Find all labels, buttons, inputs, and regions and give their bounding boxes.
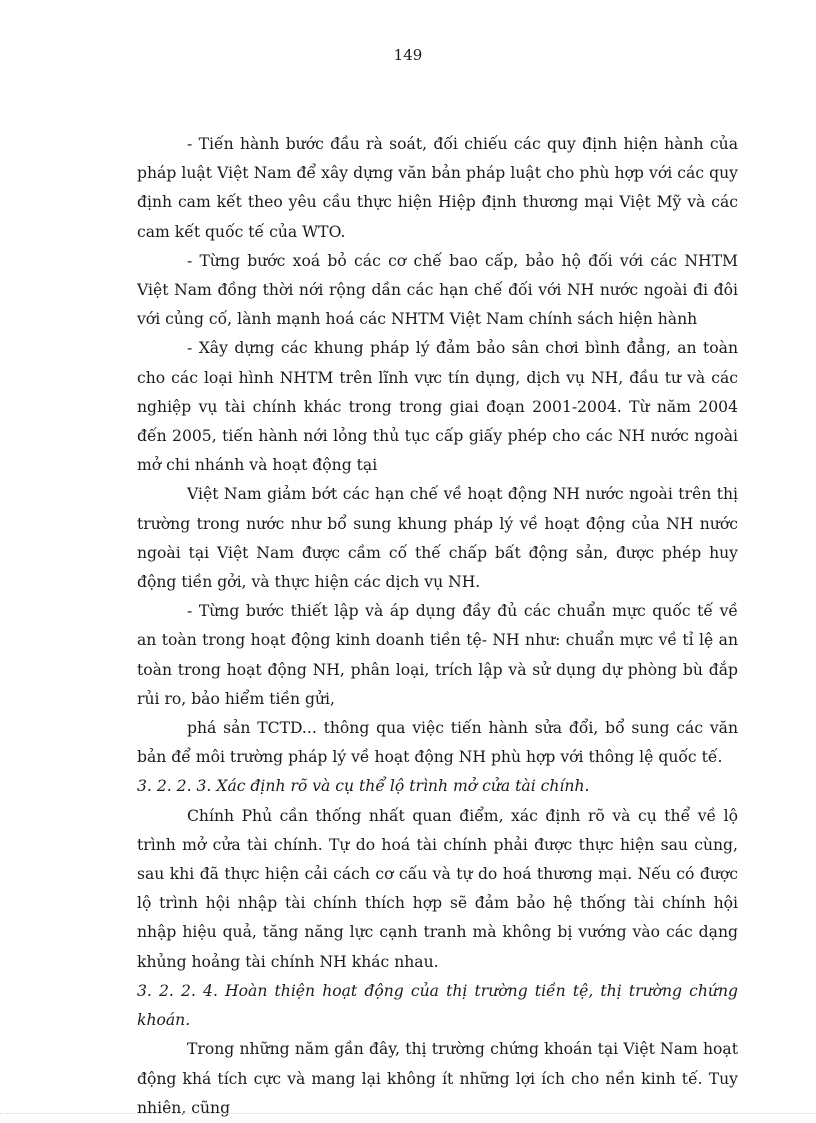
paragraph-legal-framework: - Xây dựng các khung pháp lý đảm bảo sân chơi bình đẳng, an toàn cho các loại hình NHTM trên lĩnh vực tín dụng, dịch vụ NH, đầu tư và các nghiệp vụ tài chính khác trong trong giai đoạn 2001-2004. Từ năm 2004 đến 2005, tiến hành nới lỏng thủ tục cấp giấy phép cho các NH nước ngoài mở chi nhánh và hoạt động tại bbox=[137, 339, 738, 475]
page-body bbox=[137, 130, 738, 1123]
paragraph-reduce-restrictions: Việt Nam giảm bớt các hạn chế về hoạt động NH nước ngoài trên thị trường trong nước như bổ sung khung pháp lý về hoạt động của NH nước ngoài tại Việt Nam được cầm cố thế chấp bất động sản, được phép huy động tiền gởi, và thực hiện các dịch vụ NH. bbox=[137, 485, 738, 592]
page-number: 149 bbox=[393, 46, 423, 64]
page-bottom-divider bbox=[0, 1113, 816, 1114]
paragraph-review-laws: - Tiến hành bước đầu rà soát, đối chiếu các quy định hiện hành của pháp luật Việt Nam để xây dựng văn bản pháp luật cho phù hợp với các quy định cam kết theo yêu cầu thực hiện Hiệp định thương mại Việt Mỹ và các cam kết quốc tế của WTO. bbox=[137, 135, 738, 241]
section-heading-3-2-2-3: 3. 2. 2. 3. Xác định rõ và cụ thể lộ trình mở cửa tài chính. bbox=[137, 777, 590, 796]
section-heading-3-2-2-4: 3. 2. 2. 4. Hoàn thiện hoạt động của thị trường tiền tệ, thị trường chứng khoán. bbox=[137, 981, 738, 1030]
paragraph-stock-market: Trong những năm gần đây, thị trường chứng khoán tại Việt Nam hoạt động khá tích cực và mang lại không ít những lợi ích cho nền kinh tế. Tuy nhiên, cũng bbox=[137, 1040, 738, 1117]
paragraph-financial-roadmap: Chính Phủ cần thống nhất quan điểm, xác định rõ và cụ thể về lộ trình mở cửa tài chính. Tự do hoá tài chính phải được thực hiện sau cùng, sau khi đã thực hiện cải cách cơ cấu và tự do hoá thương mại. Nếu có được lộ trình hội nhập tài chính thích hợp sẽ đảm bảo hệ thống tài chính hội nhập hiệu quả, tăng năng lực cạnh tranh mà không bị vướng vào các dạng khủng hoảng tài chính NH khác nhau. bbox=[137, 806, 738, 971]
paragraph-bankruptcy: phá sản TCTD... thông qua việc tiến hành sửa đổi, bổ sung các văn bản để môi trường pháp lý về hoạt động NH phù hợp với thông lệ quốc tế. bbox=[137, 719, 738, 767]
paragraph-remove-subsidies: - Từng bước xoá bỏ các cơ chế bao cấp, bảo hộ đối với các NHTM Việt Nam đồng thời nới rộng dần các hạn chế đối với NH nước ngoài đi đôi với củng cố, lành mạnh hoá các NHTM Việt Nam chính sách hiện hành bbox=[137, 251, 738, 329]
paragraph-international-standards: - Từng bước thiết lập và áp dụng đầy đủ các chuẩn mực quốc tế về an toàn trong hoạt động kinh doanh tiền tệ- NH như: chuẩn mực về tỉ lệ an toàn trong hoạt động NH, phân loại, trích lập và sử dụng dự phòng bù đắp rủi ro, bảo hiểm tiền gửi, bbox=[137, 602, 738, 708]
